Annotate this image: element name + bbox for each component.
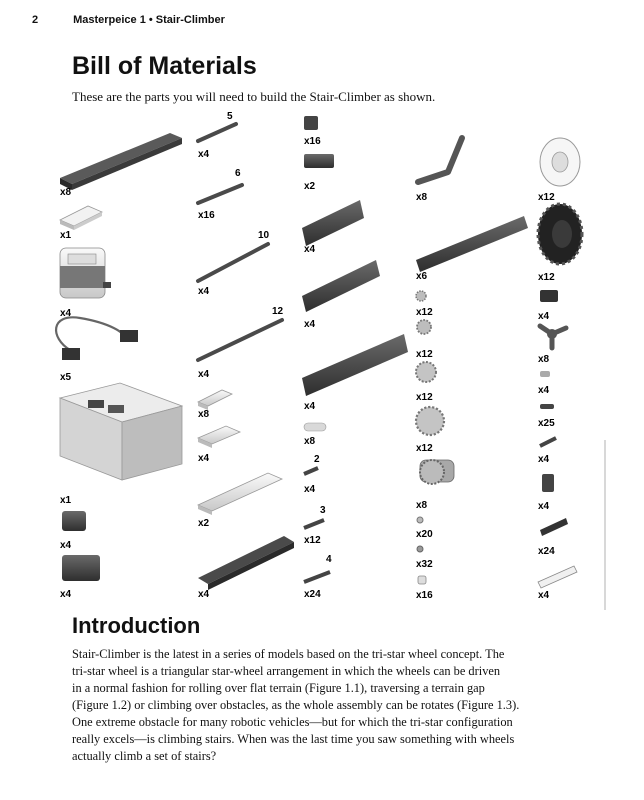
- qty-label: x4: [60, 589, 72, 600]
- qty-label: x8: [416, 500, 428, 511]
- qty-label: x16: [304, 136, 321, 147]
- qty-label: x12: [416, 392, 433, 403]
- qty-label: x8: [538, 354, 550, 365]
- angled-beam: [418, 138, 462, 182]
- axle-3: [304, 520, 324, 528]
- connector-cable: [56, 317, 138, 360]
- qty-label: x12: [538, 192, 555, 203]
- running-title: Masterpeice 1 • Stair-Climber: [73, 14, 225, 26]
- nxt-motor: [60, 248, 111, 298]
- qty-label: x4: [304, 319, 316, 330]
- rim: [540, 138, 580, 186]
- qty-label: x8: [304, 436, 316, 447]
- axle-5: [198, 124, 236, 141]
- white-beam: [538, 566, 577, 588]
- axle-pin: [417, 546, 423, 552]
- connector-peg: [540, 371, 550, 377]
- qty-label: x25: [538, 418, 555, 429]
- body-line: (Figure 1.2) or climbing over obstacles, as the whole assembly can be rotates (Figure 1.3).: [72, 698, 520, 712]
- length-label: 5: [227, 111, 233, 122]
- axle-12: [198, 320, 282, 360]
- introduction-body: [72, 646, 572, 765]
- qty-label: x4: [198, 589, 210, 600]
- dark-brick-1x2: [62, 511, 86, 531]
- length-label: 2: [314, 454, 320, 465]
- parts-figure: [0, 108, 644, 608]
- gear-8t: [416, 291, 426, 301]
- friction-pin: [540, 404, 554, 409]
- brick-1x2: [304, 154, 334, 168]
- gear-40t: [416, 407, 444, 435]
- axle-10: [198, 244, 268, 281]
- qty-label: x2: [304, 181, 316, 192]
- qty-label: x4: [304, 244, 316, 255]
- body-line: in a normal fashion for rolling over flat terrain (Figure 1.1), traversing a terrain gap: [72, 681, 485, 695]
- plate-2x8: [198, 473, 282, 515]
- length-label: 12: [272, 306, 284, 317]
- qty-label: x4: [198, 369, 210, 380]
- qty-label: x4: [198, 286, 210, 297]
- qty-label: x2: [198, 518, 210, 529]
- qty-label: x12: [538, 272, 555, 283]
- qty-label: x1: [60, 495, 72, 506]
- length-label: 10: [258, 230, 270, 241]
- bush-half: [418, 576, 426, 584]
- axle-connector: [540, 438, 556, 446]
- dark-brick-2x2: [62, 555, 100, 581]
- gear-24t: [416, 362, 436, 382]
- qty-label: x6: [416, 271, 428, 282]
- beam-1x16: [302, 334, 408, 396]
- body-line: really excels—is climbing stairs. When was the last time you saw something with wheels: [72, 732, 515, 746]
- introduction-title: Introduction: [72, 613, 201, 638]
- body-line: actually climb a set of stairs?: [72, 749, 217, 763]
- length-label: 6: [235, 168, 241, 179]
- qty-label: x4: [538, 454, 550, 465]
- brick-1x1: [304, 116, 318, 130]
- nxt-brick: [60, 383, 182, 480]
- pin: [417, 517, 423, 523]
- length-label: 3: [320, 505, 326, 516]
- qty-label: x24: [304, 589, 321, 600]
- pin-connector: [542, 474, 554, 492]
- qty-label: x5: [60, 372, 72, 383]
- bom-intro-text: These are the parts you will need to build the Stair-Climber as shown.: [72, 89, 436, 104]
- qty-label: x4: [538, 590, 550, 601]
- bom-title: Bill of Materials: [72, 52, 257, 80]
- beam-1x8: [302, 200, 364, 246]
- beam-1x10: [302, 260, 380, 312]
- length-label: 4: [326, 554, 332, 565]
- beam-1x15: [416, 216, 528, 272]
- page-number: 2: [32, 14, 39, 26]
- qty-label: x8: [416, 192, 428, 203]
- qty-label: x32: [416, 559, 433, 570]
- beam-1x3: [540, 518, 568, 536]
- qty-label: x4: [304, 401, 316, 412]
- qty-label: x4: [60, 308, 72, 319]
- axle-2: [304, 468, 318, 474]
- body-line: One extreme obstacle for many robotic vehicles—but for which the tri-star configuration: [72, 715, 513, 729]
- qty-label: x4: [198, 453, 210, 464]
- qty-label: x4: [538, 501, 550, 512]
- qty-label: x12: [416, 307, 433, 318]
- qty-label: x1: [60, 230, 72, 241]
- body-line: Stair-Climber is the latest in a series of models based on the tri-star wheel concept. The: [72, 647, 505, 661]
- long-plate: [60, 133, 182, 190]
- gear-16t: [417, 320, 431, 334]
- body-line: tri-star wheel is a triangular star-wheel arrangement in which the wheels can be driven: [72, 664, 501, 678]
- plate-1x4: [198, 390, 232, 410]
- qty-label: x12: [416, 443, 433, 454]
- qty-label: x16: [198, 210, 215, 221]
- qty-label: x8: [60, 187, 72, 198]
- axle-6: [198, 185, 242, 203]
- bush: [304, 423, 326, 431]
- axle-4: [304, 572, 330, 582]
- qty-label: x20: [416, 529, 433, 540]
- qty-label: x4: [538, 385, 550, 396]
- qty-label: x8: [198, 409, 210, 420]
- page-edge-rule: [604, 440, 606, 610]
- plate-2x4: [198, 426, 240, 448]
- triple-connector: [540, 326, 566, 348]
- qty-label: x4: [538, 311, 550, 322]
- small-white-plate: [60, 206, 102, 230]
- worm-gear: [540, 290, 558, 302]
- qty-label: x4: [304, 484, 316, 495]
- dark-plate-long: [198, 536, 294, 590]
- tire: [538, 204, 582, 264]
- qty-label: x12: [416, 349, 433, 360]
- qty-label: x16: [416, 590, 433, 601]
- qty-label: x4: [60, 540, 72, 551]
- qty-label: x24: [538, 546, 555, 557]
- qty-label: x4: [198, 149, 210, 160]
- differential: [420, 460, 454, 484]
- qty-label: x12: [304, 535, 321, 546]
- running-head: [32, 14, 225, 26]
